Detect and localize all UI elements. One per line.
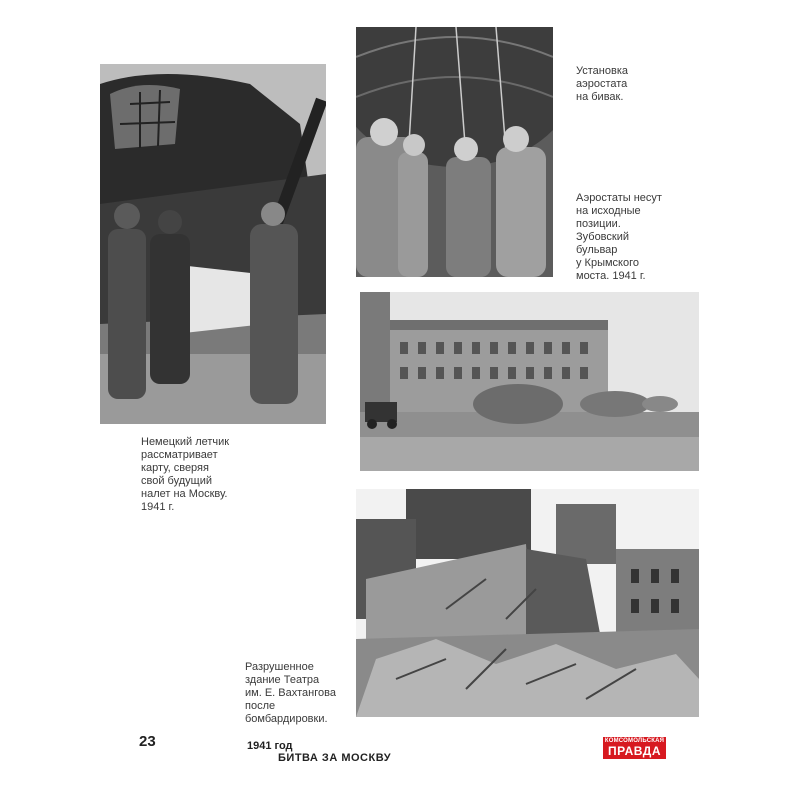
caption-line: бульвар [576,244,618,256]
photo-german-pilots [100,64,326,424]
caption-line: им. Е. Вахтангова [245,687,336,699]
photo-aerostat-transport [360,292,699,471]
caption-line: Разрушенное [245,661,314,673]
photo-destroyed-theater [356,489,699,717]
caption-line: бомбардировки. [245,713,328,725]
caption-line: моста. 1941 г. [576,270,646,282]
page-number: 23 [139,733,156,750]
caption-german-pilot [141,436,229,514]
caption-line: Зубовский [576,231,630,243]
photo-aerostat-setup [356,27,553,277]
caption-line: свой будущий [141,475,212,487]
footer-year: 1941 год [247,740,293,752]
caption-line: рассматривает [141,449,218,461]
caption-line: у Крымского [576,257,639,269]
caption-line: на бивак. [576,91,624,103]
publisher-logo [603,737,666,759]
caption-line: карту, сверяя [141,462,209,474]
caption-line: Немецкий летчик [141,436,230,448]
caption-aerostat-transport [576,192,662,283]
caption-line: Установка [576,65,628,77]
caption-line: позиции. [576,218,621,230]
caption-line: здание Театра [245,674,320,686]
logo-main-text: ПРАВДА [608,744,661,758]
caption-theater [245,661,336,726]
caption-line: налет на Москву. [141,488,228,500]
footer-series-title: БИТВА ЗА МОСКВУ [278,752,392,764]
caption-line: на исходные [576,205,641,217]
caption-aerostat-setup [576,65,628,104]
caption-line: Аэростаты несут [576,192,662,204]
caption-line: 1941 г. [141,501,175,513]
logo-top-text: КОМСОМОЛЬСКАЯ [604,738,665,744]
caption-line: после [245,700,276,712]
caption-line: аэростата [576,78,628,90]
